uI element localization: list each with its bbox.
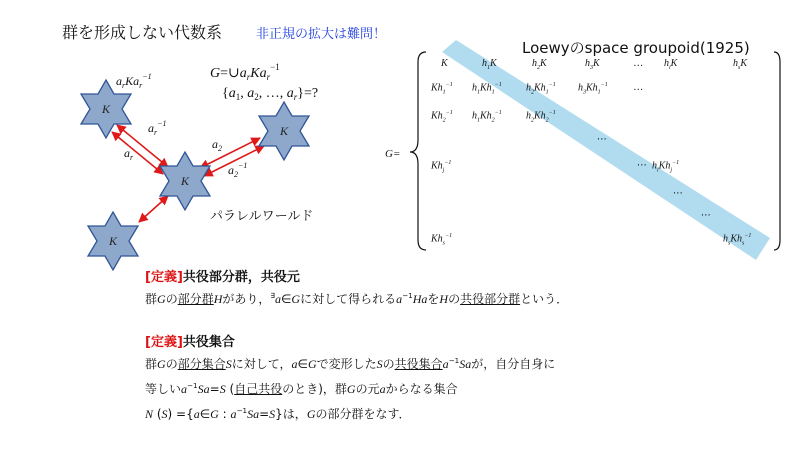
matrix-cell: $h_2K$ xyxy=(532,58,547,71)
definition-text-line: 等しい$a^{-1}Sa=S$ (自己共役のとき)，群Gの元aからなる集合 xyxy=(145,381,458,396)
star-label: K xyxy=(279,124,289,138)
slide-title: 群を形成しない代数系 xyxy=(62,23,223,42)
matrix-cell: $h_1Kh_1^{-1}$ xyxy=(472,82,502,96)
matrix-ellipsis: ⋯ xyxy=(596,134,606,145)
matrix-cell: $h_iK$ xyxy=(664,58,678,71)
matrix-cell: $Kh_j^{-1}$ xyxy=(431,160,452,174)
matrix-cell: ⋯ xyxy=(636,160,646,171)
arrow-label-ar-inverse: $a_r^{-1}$ xyxy=(148,119,167,137)
slide-subtitle: 非正規の拡大は難問！ xyxy=(256,27,387,42)
parallel-world-diagram xyxy=(60,60,360,275)
left-brace xyxy=(410,52,426,250)
star-label: K xyxy=(108,234,118,248)
matrix-cell: $h_2Kh_2^{-1}$ xyxy=(526,110,556,124)
definition-title: 共役部分群，共役元 xyxy=(182,270,300,285)
matrix-cell: $h_2Kh_1^{-1}$ xyxy=(526,82,556,96)
matrix-cell: K xyxy=(441,58,448,69)
matrix-cell: … xyxy=(634,82,643,93)
loewy-matrix-frame xyxy=(370,40,790,265)
matrix-cell: $h_3Kh_1^{-1}$ xyxy=(578,82,608,96)
top-star-conjugate-label: $a_rKa_r^{-1}$ xyxy=(116,72,152,90)
arrow-label-ar: $a_r$ xyxy=(124,146,134,162)
matrix-g-label: G= xyxy=(385,148,401,160)
loewy-heading: Loewyのspace groupoid(1925) xyxy=(522,39,750,57)
matrix-cell: $h_sKh_s^{-1}$ xyxy=(723,233,752,247)
definition-title: 共役集合 xyxy=(182,335,235,350)
matrix-cell: … xyxy=(634,58,643,69)
matrix-ellipsis: ⋯ xyxy=(700,210,710,221)
definition-heading-conjugate-subgroup xyxy=(145,266,300,285)
matrix-cell: $h_1K$ xyxy=(482,58,497,71)
star-label: K xyxy=(101,102,111,116)
definition-text-line: N (S) ={a∈G : $a^{-1}Sa=S$}は，Gの部分群をなす． xyxy=(145,406,411,421)
matrix-cell: $Kh_2^{-1}$ xyxy=(431,110,453,124)
definition-tag: [定義] xyxy=(145,270,183,285)
definition-text-line: 群Gの部分集合Sに対して，a∈Gで変形したSの共役集合$a^{-1}Sa$が，自分自身に xyxy=(145,356,556,371)
right-bracket xyxy=(774,52,780,250)
matrix-cell: $h_sK$ xyxy=(733,58,748,71)
definition-tag: [定義] xyxy=(145,335,183,350)
matrix-cell: $h_iKh_j^{-1}$ xyxy=(652,160,680,174)
matrix-ellipsis: ⋯ xyxy=(672,188,682,199)
star-label: K xyxy=(180,174,190,188)
matrix-cell: $Kh_s^{-1}$ xyxy=(431,233,453,247)
union-formula: $G=\cup a_rKa_r^{-1}$ xyxy=(210,62,280,82)
matrix-cell: $Kh_1^{-1}$ xyxy=(431,82,453,96)
definition-heading-conjugate-set xyxy=(145,331,235,350)
matrix-cell: $h_3K$ xyxy=(585,58,600,71)
matrix-cell: $h_1Kh_2^{-1}$ xyxy=(472,110,502,124)
arrow-label-a2-inverse: $a_2^{-1}$ xyxy=(228,161,248,179)
arrow-label-a2: $a_2$ xyxy=(212,137,222,153)
definition-text-line: 群Gの部分群Hがあり，∃a∈Gに対して得られる$a^{-1}Ha$をHの共役部分群という． xyxy=(145,291,569,306)
diagonal-highlight xyxy=(442,40,770,260)
set-question: {$a_1$, $a_2$, …, $a_r\}=$? xyxy=(222,86,319,102)
parallel-world-label: パラレルワールド xyxy=(210,209,314,224)
